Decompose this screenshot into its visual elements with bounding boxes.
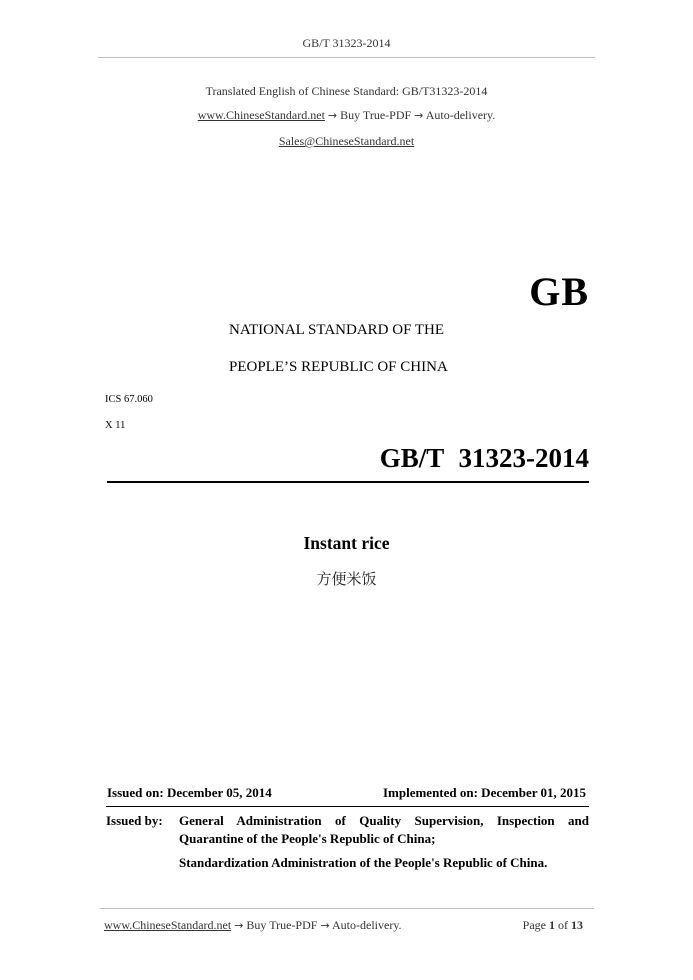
issuer-line1: General Administration of Quality Supervision, Inspection and	[179, 813, 589, 828]
issued-date: Issued on: December 05, 2014	[107, 785, 272, 800]
arrow-icon: →	[320, 919, 330, 932]
sales-email-link[interactable]: Sales@ChineseStandard.net	[278, 134, 415, 148]
buy-text: Buy True-PDF	[340, 108, 412, 122]
of-word: of	[558, 918, 568, 932]
issued-by-row	[106, 813, 589, 829]
page-number: 1	[549, 918, 555, 932]
ics-code: ICS 67.060	[105, 394, 153, 405]
footer-buy-text: Buy True-PDF	[246, 918, 318, 932]
gb-logo: GB	[529, 269, 589, 314]
purchase-line	[0, 108, 693, 123]
arrow-icon: →	[414, 109, 424, 122]
site-link[interactable]: www.ChineseStandard.net	[197, 108, 325, 122]
running-header: GB/T 31323-2014	[302, 36, 391, 50]
issuer-line2: Quarantine of the People's Republic of China;	[179, 831, 436, 846]
title-rule	[107, 481, 589, 483]
sales-line	[0, 134, 693, 149]
document-title-chinese: 方便米饭	[316, 570, 377, 588]
issued-by-label: Issued by:	[106, 813, 163, 828]
footer-purchase-line	[104, 918, 402, 933]
footer-rule	[100, 908, 594, 909]
arrow-icon: →	[327, 109, 338, 122]
page-indicator	[523, 918, 583, 933]
national-standard-line2: PEOPLE’S REPUBLIC OF CHINA	[229, 359, 448, 375]
header-rule	[98, 57, 595, 58]
national-standard-line1: NATIONAL STANDARD OF THE	[229, 322, 445, 338]
implemented-date: Implemented on: December 01, 2015	[382, 785, 586, 800]
footer-site-link[interactable]: www.ChineseStandard.net	[104, 918, 232, 932]
document-title: Instant rice	[303, 533, 390, 553]
page-total: 13	[571, 918, 583, 932]
arrow-icon: →	[234, 919, 244, 932]
standard-number: GB/T 31323-2014	[379, 443, 589, 473]
auto-delivery-text: Auto-delivery.	[425, 108, 496, 122]
page-word: Page	[522, 918, 546, 932]
footer-auto-delivery-text: Auto-delivery.	[332, 918, 402, 932]
category-code: X 11	[105, 420, 126, 431]
issuer-line3: Standardization Administration of the People's Republic of China.	[179, 855, 548, 870]
translation-notice: Translated English of Chinese Standard: GB/T31323-2014	[205, 84, 488, 98]
dates-rule	[106, 806, 589, 807]
